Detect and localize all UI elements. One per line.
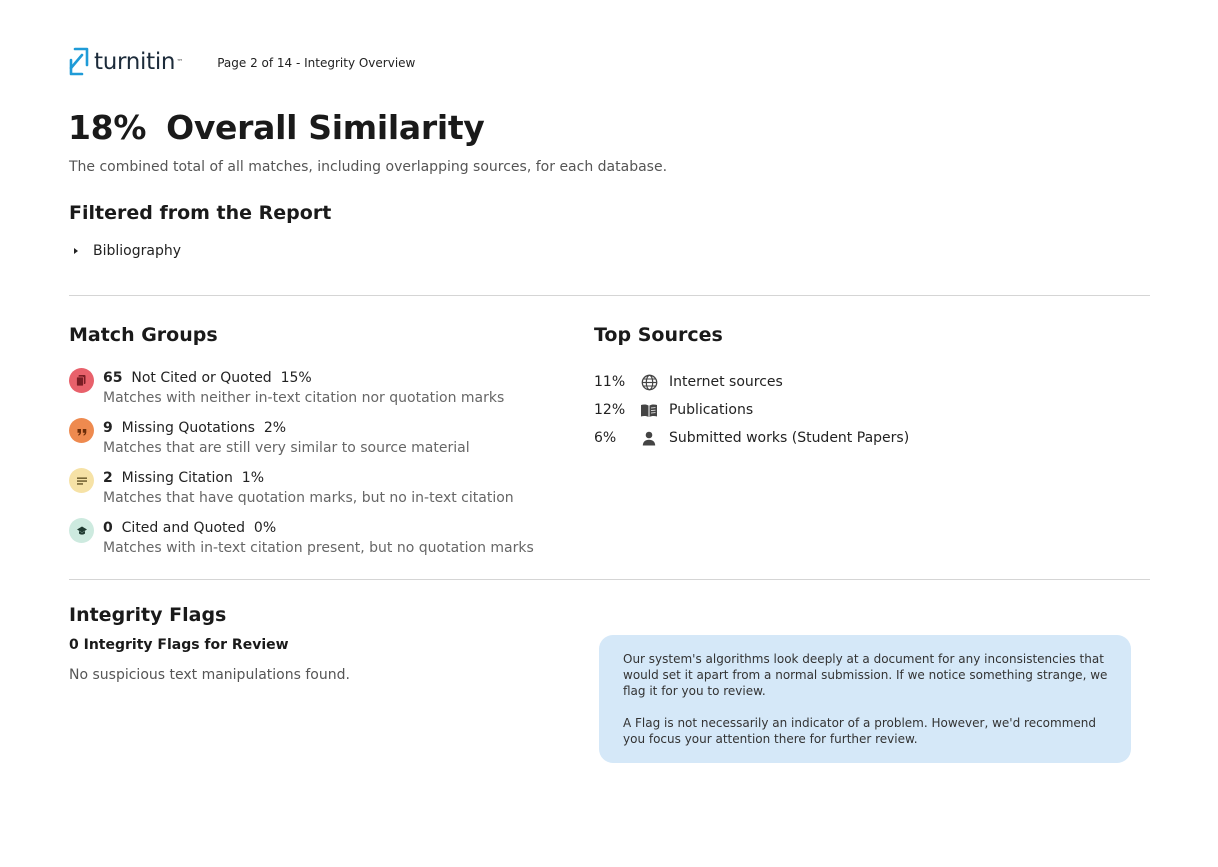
source-percent: 12%	[594, 402, 626, 418]
match-group-missing-quotations	[69, 418, 569, 468]
match-group-description: Matches with neither in-text citation nor quotation marks	[103, 390, 505, 406]
match-group-label: Missing Quotations	[121, 420, 255, 436]
source-label: Publications	[669, 402, 754, 418]
match-group-percent: 1%	[241, 470, 264, 486]
match-group-description: Matches that are still very similar to source material	[103, 440, 470, 456]
logo-wordmark: turnitin	[94, 49, 176, 75]
match-group-summary	[103, 468, 514, 488]
similarity-percent: 18%	[68, 108, 147, 147]
match-group-not-cited	[69, 368, 569, 418]
match-groups-list	[69, 368, 569, 568]
turnitin-logo-icon	[68, 46, 90, 78]
document-icon	[69, 368, 94, 393]
match-group-label: Missing Citation	[121, 470, 233, 486]
match-group-percent: 2%	[263, 420, 287, 436]
filtered-heading: Filtered from the Report	[69, 202, 332, 224]
integrity-flags-info-box	[599, 635, 1131, 763]
match-group-label: Cited and Quoted	[121, 520, 245, 536]
filtered-item-bibliography	[74, 243, 181, 259]
match-group-summary	[103, 368, 504, 388]
source-submitted-works	[594, 424, 909, 452]
match-group-label: Not Cited or Quoted	[131, 370, 272, 386]
match-group-count: 65	[103, 370, 123, 386]
graduation-cap-icon	[69, 518, 94, 543]
match-group-missing-citation	[69, 468, 569, 518]
caret-right-icon	[74, 248, 78, 254]
similarity-subtitle: The combined total of all matches, including overlapping sources, for each database.	[69, 159, 668, 175]
globe-icon	[640, 373, 658, 391]
match-group-summary	[103, 418, 470, 438]
match-group-count: 9	[103, 420, 113, 436]
match-group-percent: 0%	[253, 520, 277, 536]
top-sources-list	[594, 368, 909, 452]
match-group-count: 0	[103, 520, 113, 536]
match-group-percent: 15%	[280, 370, 312, 386]
source-label: Internet sources	[669, 374, 783, 390]
match-group-count: 2	[103, 470, 113, 486]
integrity-flags-heading: Integrity Flags	[69, 604, 227, 626]
match-group-description: Matches with in-text citation present, but no quotation marks	[103, 540, 534, 556]
info-paragraph: A Flag is not necessarily an indicator of a problem. However, we'd recommend you focus your attention there for further review.	[623, 716, 1097, 746]
source-label: Submitted works (Student Papers)	[669, 430, 910, 446]
lines-icon	[69, 468, 94, 493]
page-header	[68, 44, 415, 80]
person-icon	[640, 429, 658, 447]
integrity-flags-count: 0 Integrity Flags for Review	[69, 637, 289, 653]
book-icon	[640, 401, 658, 419]
section-divider	[69, 579, 1150, 580]
overall-similarity-title	[68, 108, 485, 147]
source-percent: 11%	[594, 374, 626, 390]
source-internet	[594, 368, 909, 396]
similarity-title-text: Overall Similarity	[166, 108, 485, 147]
page-label: Page 2 of 14 - Integrity Overview	[217, 56, 416, 70]
filtered-item-label: Bibliography	[93, 243, 181, 259]
match-group-summary	[103, 518, 534, 538]
section-divider	[69, 295, 1150, 296]
match-group-cited-quoted	[69, 518, 569, 568]
integrity-flags-status: No suspicious text manipulations found.	[69, 667, 350, 683]
turnitin-logo	[68, 44, 183, 80]
top-sources-heading: Top Sources	[594, 324, 723, 346]
logo-trademark: ™	[176, 58, 184, 66]
match-group-description: Matches that have quotation marks, but no in-text citation	[103, 490, 514, 506]
quote-icon	[69, 418, 94, 443]
source-publications	[594, 396, 909, 424]
match-groups-heading: Match Groups	[69, 324, 218, 346]
source-percent: 6%	[594, 430, 617, 446]
info-paragraph: Our system's algorithms look deeply at a document for any inconsistencies that would set it apart from a normal submission. If we notice something strange, we flag it for you to review.	[623, 652, 1108, 698]
